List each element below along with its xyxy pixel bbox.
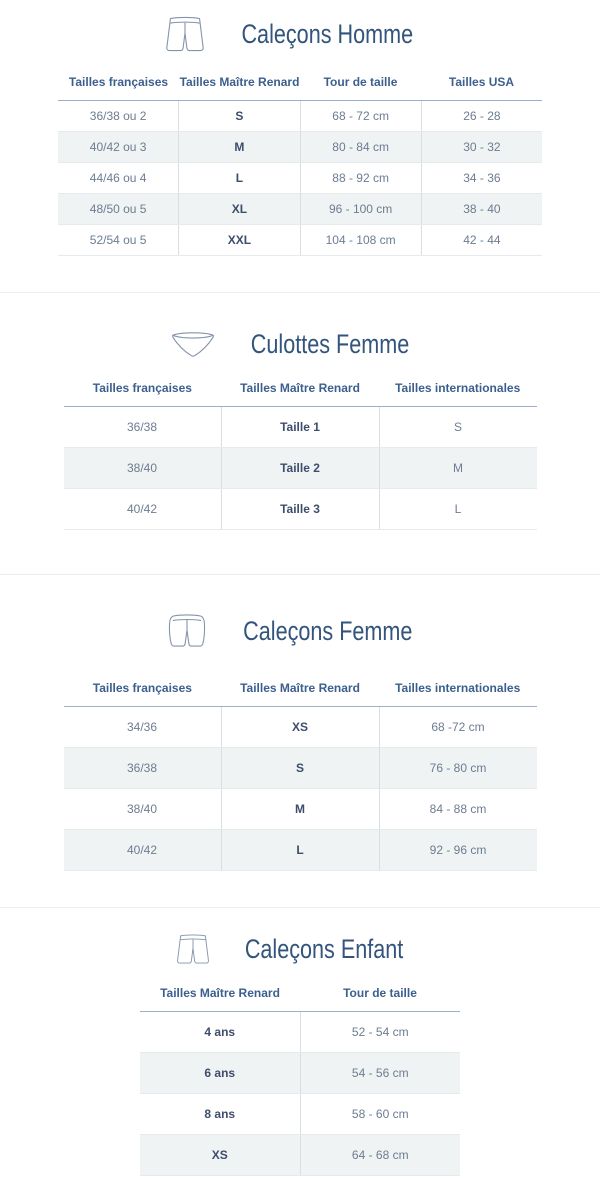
table-cell: 34 - 36 (421, 163, 542, 193)
table-cell: 58 - 60 cm (300, 1094, 461, 1134)
table-row (58, 162, 542, 193)
table-cell: 104 - 108 cm (300, 225, 421, 255)
column-header: Tailles USA (448, 75, 515, 89)
kids-boxer-shorts-icon (176, 931, 210, 967)
section-title: Caleçons Homme (241, 18, 414, 49)
table-header-row (140, 984, 460, 1012)
size-table (58, 73, 542, 256)
table-row (58, 101, 542, 131)
table-cell: 40/42 (126, 502, 158, 516)
table-cell: 76 - 80 cm (379, 748, 537, 788)
table-cell: 6 ans (204, 1066, 236, 1080)
table-cell: 54 - 56 cm (300, 1053, 461, 1093)
table-cell: M (178, 132, 299, 162)
table-cell: L (221, 830, 379, 870)
table-cell: 48/50 ou 5 (89, 202, 147, 216)
table-row (140, 1012, 460, 1052)
table-cell: 68 - 72 cm (300, 101, 421, 131)
table-cell: XS (211, 1148, 228, 1162)
table-row (140, 1134, 460, 1175)
table-row (140, 1052, 460, 1093)
section-header (0, 12, 600, 56)
table-cell: 64 - 68 cm (300, 1135, 461, 1175)
column-header: Tailles Maître Renard (160, 986, 280, 1000)
mens-boxer-shorts-icon (165, 13, 205, 55)
table-header-row (64, 379, 537, 407)
table-cell: 40/42 (126, 843, 158, 857)
table-cell: M (379, 448, 537, 488)
column-header: Tailles françaises (92, 681, 192, 695)
table-cell: 26 - 28 (421, 101, 542, 131)
table-cell: 36/38 (126, 420, 158, 434)
section-calecons-homme (0, 0, 600, 256)
table-row (64, 707, 537, 747)
section-calecons-enfant (0, 908, 600, 1176)
section-title: Culottes Femme (251, 328, 410, 359)
size-table (64, 379, 537, 530)
column-header: Tailles internationales (395, 381, 521, 395)
column-header: Tour de taille (323, 75, 398, 89)
table-cell: 52/54 ou 5 (89, 233, 147, 247)
table-cell: L (178, 163, 299, 193)
table-cell: 36/38 (126, 761, 158, 775)
table-cell: 44/46 ou 4 (89, 171, 147, 185)
section-calecons-femme (0, 575, 600, 871)
table-cell: 84 - 88 cm (379, 789, 537, 829)
table-cell: S (178, 101, 299, 131)
table-cell: S (221, 748, 379, 788)
table-cell: Taille 1 (221, 407, 379, 447)
table-cell: M (221, 789, 379, 829)
table-cell: 8 ans (204, 1107, 236, 1121)
table-cell: 34/36 (126, 720, 158, 734)
table-cell: 38/40 (126, 802, 158, 816)
table-row (58, 193, 542, 224)
table-cell: 42 - 44 (421, 225, 542, 255)
column-header: Tailles françaises (68, 75, 169, 89)
section-title: Caleçons Femme (242, 615, 413, 646)
section-title: Caleçons Enfant (245, 933, 404, 964)
table-row (58, 224, 542, 255)
table-row (64, 407, 537, 447)
table-cell: Taille 2 (221, 448, 379, 488)
column-header: Tailles Maître Renard (179, 75, 300, 89)
table-row (64, 747, 537, 788)
column-header: Tailles internationales (395, 681, 521, 695)
table-row (64, 788, 537, 829)
table-cell: XL (178, 194, 299, 224)
section-culottes-femme (0, 293, 600, 530)
table-header-row (58, 73, 542, 101)
table-cell: XXL (178, 225, 299, 255)
column-header: Tailles Maître Renard (240, 681, 360, 695)
table-cell: 52 - 54 cm (300, 1012, 461, 1052)
table-cell: 88 - 92 cm (300, 163, 421, 193)
size-table (140, 984, 460, 1176)
table-cell: S (379, 407, 537, 447)
column-header: Tailles Maître Renard (240, 381, 360, 395)
table-row (58, 131, 542, 162)
table-cell: 4 ans (204, 1025, 236, 1039)
column-header: Tour de taille (343, 986, 417, 1000)
section-header (0, 927, 600, 971)
table-row (64, 447, 537, 488)
table-cell: 92 - 96 cm (379, 830, 537, 870)
section-header (0, 322, 600, 366)
table-cell: 96 - 100 cm (300, 194, 421, 224)
table-cell: 38 - 40 (421, 194, 542, 224)
table-header-row (64, 679, 537, 707)
womens-boxer-shorts-icon (167, 611, 207, 651)
section-header (0, 609, 600, 653)
column-header: Tailles françaises (92, 381, 192, 395)
table-cell: Taille 3 (221, 489, 379, 529)
table-cell: 68 -72 cm (379, 707, 537, 747)
womens-briefs-icon (170, 328, 216, 360)
table-cell: 38/40 (126, 461, 158, 475)
table-cell: 36/38 ou 2 (89, 109, 147, 123)
table-cell: XS (221, 707, 379, 747)
table-row (64, 488, 537, 529)
table-row (64, 829, 537, 870)
table-row (140, 1093, 460, 1134)
size-table (64, 679, 537, 871)
table-cell: 30 - 32 (421, 132, 542, 162)
table-cell: 80 - 84 cm (300, 132, 421, 162)
table-cell: L (379, 489, 537, 529)
table-cell: 40/42 ou 3 (89, 140, 147, 154)
